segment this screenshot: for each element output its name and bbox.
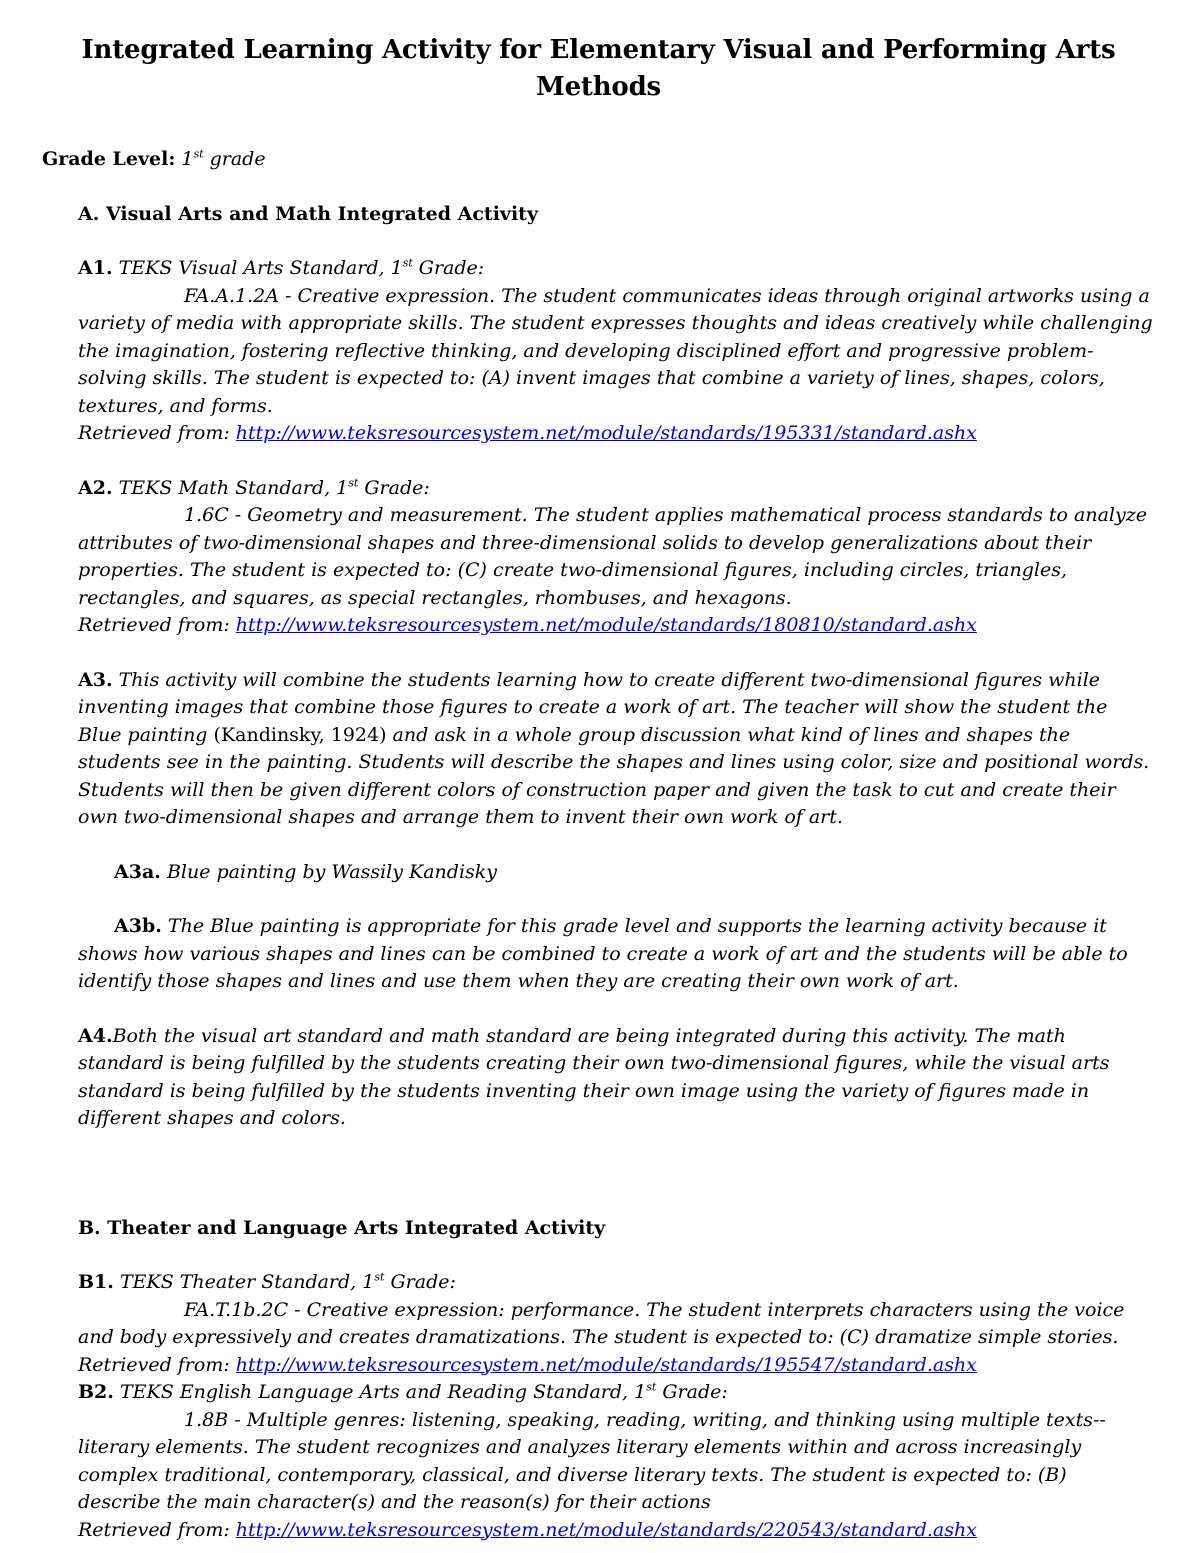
section-a3b [78,913,1155,996]
a3b-label: A3b. [114,915,162,937]
section-a3 [78,667,1155,832]
b1-body: FA.T.1b.2C - Creative expression: performance. The student interprets characters using the voice and body expressively and creates dramatizations. The student is expected to: (C) dramatize simple stories. [78,1298,1125,1348]
b1-link[interactable]: http://www.teksresourcesystem.net/module/standards/195547/standard.ashx [235,1353,977,1376]
a1-body: FA.A.1.2A - Creative expression. The student communicates ideas through original artworks using a variety of media with appropriate skills. The student expresses thoughts and ideas creatively while challenging the imagination, fostering reflective thinking, and developing disciplined effort and progressive problem-solving skills. The student is expected to: (A) invent images that combine a variety of lines, shapes, colors, textures, and forms. [78,284,1153,417]
a3-citation: (Kandinsky, 1924) [213,723,387,746]
retrieved-label: Retrieved from: [78,422,230,444]
section-a4 [78,1023,1155,1133]
a1-link[interactable]: http://www.teksresourcesystem.net/module/standards/195331/standard.ashx [235,422,977,444]
a3b-text: The Blue painting is appropriate for this grade level and supports the learning activity because it shows how various shapes and lines can be combined to create a work of art and the students will be able to identify those shapes and lines and use them when they are creating their own work of art. [78,915,1128,992]
a1-label: A1. [78,257,113,279]
retrieved-label: Retrieved from: [78,1518,230,1541]
b1-title: TEKS Theater Standard, 1st Grade: [119,1270,456,1293]
a3-text-1: This activity will combine the students learning how to create different two-dimensional figures while inventing images that combine those figures to create a work of art. The teacher will show the student the Blue painting [78,668,1108,746]
a3-label: A3. [78,668,113,691]
a2-body: 1.6C - Geometry and measurement. The student applies mathematical process standards to analyze attributes of two-dimensional shapes and three-dimensional solids to develop generalizations about their properties. The student is expected to: (C) create two-dimensional figures, including circles, triangles, rectangles, and squares, as special rectangles, rhombuses, and hexagons. [78,504,1147,609]
a4-label: A4. [78,1024,113,1047]
section-b1 [78,1269,1155,1379]
grade-level-label: Grade Level: [42,148,176,170]
section-a2 [78,475,1155,640]
grade-level-value: 1st grade [181,147,266,170]
grade-level [42,146,1155,174]
a2-title: TEKS Math Standard, 1st Grade: [118,476,430,499]
a2-label: A2. [78,476,113,499]
a1-title: TEKS Visual Arts Standard, 1st Grade: [118,256,485,279]
section-b2 [78,1379,1155,1544]
a3-text-2: and ask in a whole group discussion what kind of lines and shapes the students see in the painting. Students will describe the shapes and lines using color, size and positional words. Students will then be given different colors of construction paper and given the task to cut and create their own two-dimensional shapes and arrange them to invent their own work of art. [78,723,1150,828]
retrieved-label: Retrieved from: [78,1353,230,1376]
b2-body: 1.8B - Multiple genres: listening, speaking, reading, writing, and thinking using multiple texts--literary elements. The student recognizes and analyzes literary elements within and across increasingly complex traditional, contemporary, classical, and diverse literary texts. The student is expected to: (B) describe the main character(s) and the reason(s) for their actions [78,1408,1106,1513]
a3a-text: Blue painting by Wassily Kandisky [166,860,498,883]
section-a-heading: A. Visual Arts and Math Integrated Activity [78,202,538,225]
b1-label: B1. [78,1271,114,1293]
document-title: Integrated Learning Activity for Elementary Visual and Performing Arts Methods [81,35,1116,102]
a4-text: Both the visual art standard and math standard are being integrated during this activity. The math standard is being fulfilled by the students creating their own two-dimensional figures, while the visual arts standard is being fulfilled by the students inventing their own image using the variety of figures made in different shapes and colors. [78,1024,1110,1129]
b2-link[interactable]: http://www.teksresourcesystem.net/module/standards/220543/standard.ashx [235,1518,977,1541]
b2-label: B2. [78,1381,114,1403]
a2-link[interactable]: http://www.teksresourcesystem.net/module/standards/180810/standard.ashx [235,614,977,636]
section-a3a [114,859,1155,887]
section-b-heading: B. Theater and Language Arts Integrated Activity [78,1216,606,1239]
a3a-label: A3a. [114,860,161,883]
b2-title: TEKS English Language Arts and Reading Standard, 1st Grade: [119,1380,728,1403]
retrieved-label: Retrieved from: [78,614,230,636]
section-a1 [78,255,1155,448]
